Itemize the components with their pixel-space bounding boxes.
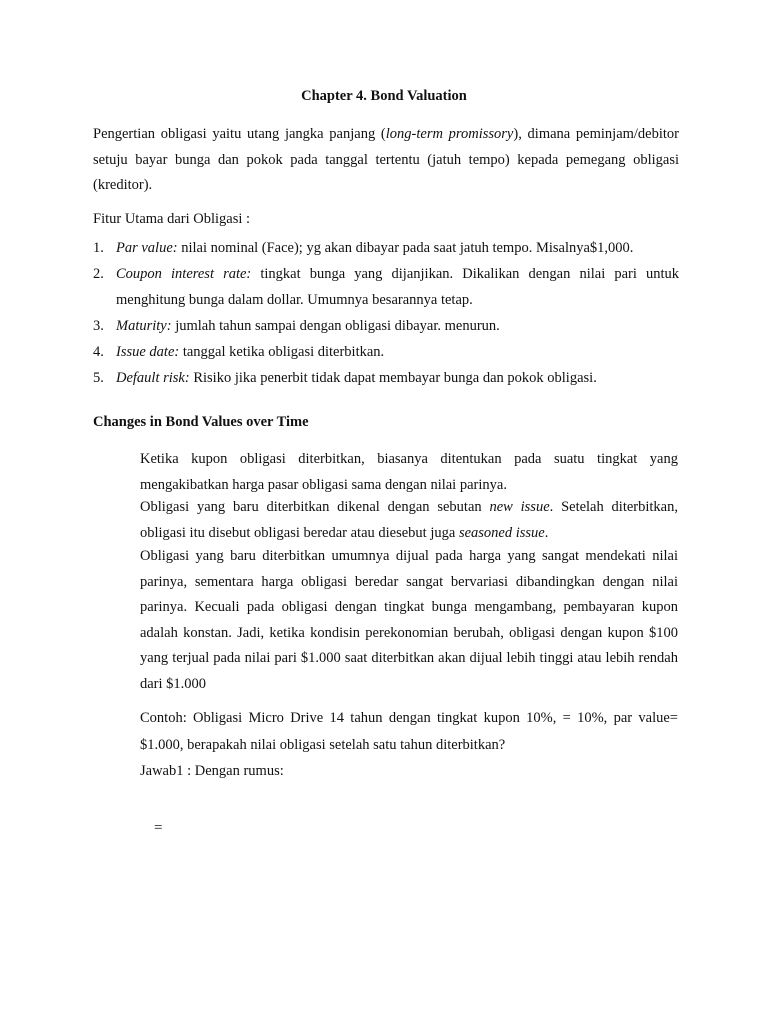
list-term: Coupon interest rate: (116, 266, 252, 282)
list-item (93, 365, 679, 391)
example-paragraph: Contoh: Obligasi Micro Drive 14 tahun dengan tingkat kupon 10%, = 10%, par value= $1.000, berapakah nilai obligasi setelah satu tahun diterbitkan? (140, 710, 678, 753)
p2-text-c: . Setelah diterbitkan, obligasi itu disebut obligasi beredar atau diesebut juga (140, 499, 678, 541)
intro-text-after: ), dimana peminjam/debitor setuju bayar bunga dan pokok pada tanggal tertentu (jatuh tempo) kepada pemegang obligasi (kreditor). (93, 126, 680, 193)
intro-paragraph (93, 122, 679, 199)
intro-italic-term: long-term promissory (385, 126, 514, 142)
list-number: 3. (93, 318, 104, 334)
equals-sign: = (154, 820, 163, 836)
features-heading: Fitur Utama dari Obligasi : (93, 211, 251, 227)
features-list (93, 235, 679, 391)
list-term: Default risk: (116, 370, 190, 386)
p2-text-a: Obligasi yang baru diterbitkan dikenal dengan sebutan (140, 499, 490, 515)
list-number: 4. (93, 344, 104, 360)
answer-line: Jawab1 : Dengan rumus: (140, 763, 284, 779)
list-number: 2. (93, 266, 104, 282)
list-term: Maturity: (116, 318, 172, 334)
p2-italic-new-issue: new issue (489, 499, 550, 515)
list-item (93, 339, 679, 365)
list-term: Par value: (116, 240, 178, 256)
list-item (93, 313, 679, 339)
changes-paragraph-1: Ketika kupon obligasi diterbitkan, biasanya ditentukan pada suatu tingkat yang mengakibatkan harga pasar obligasi sama dengan nilai parinya. (140, 451, 678, 493)
list-item (93, 261, 679, 313)
changes-paragraph-3: Obligasi yang baru diterbitkan umumnya dijual pada harga yang sangat mendekati nilai parinya, sementara harga obligasi beredar sangat bervariasi dibandingkan dengan nilai parinya. Kecuali pada obligasi dengan tingkat bunga mengambang, pembayaran kupon adalah konstan. Jadi, ketika kondisin perekonomian berubah, obligasi dengan kupon $100 yang terjual pada nilai pari $1.000 saat diterbitkan akan dijual lebih tinggi atau lebih rendah dari $1.000 (140, 548, 678, 692)
list-text: tingkat bunga yang dijanjikan. Dikalikan dengan nilai pari untuk menghitung bunga dalam dollar. Umumnya besarannya tetap. (116, 266, 679, 308)
changes-heading: Changes in Bond Values over Time (93, 414, 309, 430)
list-text: jumlah tahun sampai dengan obligasi dibayar. menurun. (171, 318, 500, 334)
page-title: Chapter 4. Bond Valuation (301, 88, 467, 104)
list-number: 1. (93, 240, 104, 256)
list-number: 5. (93, 370, 104, 386)
list-text: tanggal ketika obligasi diterbitkan. (179, 344, 385, 360)
changes-paragraph-2 (140, 495, 678, 546)
list-item (93, 235, 679, 261)
list-text: nilai nominal (Face); yg akan dibayar pada saat jatuh tempo. Misalnya$1,000. (177, 240, 634, 256)
intro-text-before: Pengertian obligasi yaitu utang jangka panjang ( (93, 126, 386, 142)
list-text: Risiko jika penerbit tidak dapat membayar bunga dan pokok obligasi. (189, 370, 597, 386)
p2-text-e: . (544, 524, 549, 541)
list-term: Issue date: (116, 344, 180, 360)
p2-italic-seasoned-issue: seasoned issue (458, 524, 545, 541)
